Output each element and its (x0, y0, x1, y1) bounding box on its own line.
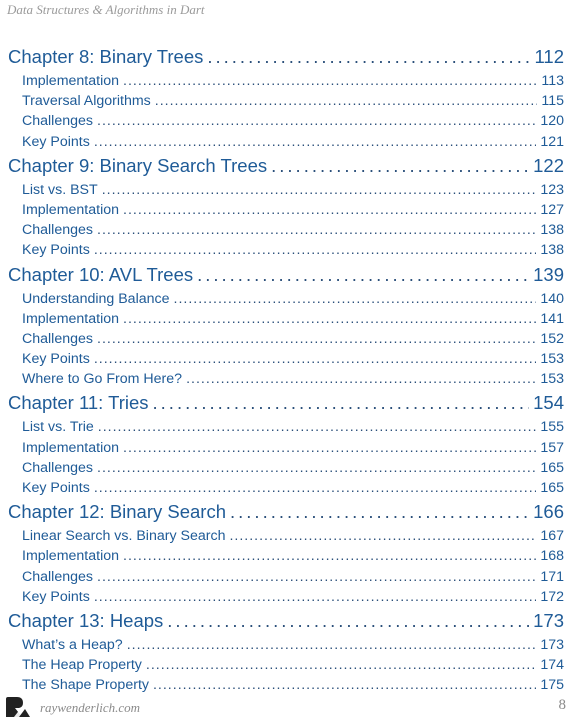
toc-section-entry[interactable] (8, 567, 564, 587)
toc-entry-title: Implementation (22, 548, 119, 565)
toc-entry-page: 174 (540, 657, 564, 674)
toc-entry-page: 120 (540, 113, 564, 130)
toc-entry-page: 172 (540, 588, 564, 605)
toc-chapter-entry[interactable] (8, 43, 564, 71)
toc-entry-title: Implementation (22, 201, 119, 218)
toc-entry-title: Challenges (22, 330, 93, 347)
dot-leader (186, 369, 536, 389)
toc-section-entry[interactable] (8, 349, 564, 369)
dot-leader (230, 498, 529, 526)
toc-entry-page: 154 (533, 392, 564, 414)
toc-entry-title: Chapter 8: Binary Trees (8, 46, 204, 67)
toc-entry-title: Challenges (22, 222, 93, 239)
toc-section-entry[interactable] (8, 478, 564, 498)
toc-entry-title: Where to Go From Here? (22, 371, 183, 388)
toc-entry-title: Key Points (22, 133, 90, 150)
toc-chapter-entry[interactable] (8, 498, 564, 526)
toc-section-entry[interactable] (8, 526, 564, 546)
toc-entry-title: Implementation (22, 310, 119, 327)
toc-entry-title: Challenges (22, 568, 93, 585)
toc-section-entry[interactable] (8, 91, 564, 111)
toc-entry-title: The Heap Property (22, 657, 142, 674)
toc-entry-page: 171 (540, 568, 564, 585)
toc-section-entry[interactable] (8, 220, 564, 240)
toc-section-entry[interactable] (8, 180, 564, 200)
dot-leader (98, 417, 537, 437)
toc-entry-title: Implementation (22, 439, 119, 456)
toc-entry-title: Chapter 10: AVL Trees (8, 263, 194, 285)
dot-leader (94, 587, 537, 607)
toc-section-entry[interactable] (8, 71, 564, 91)
toc-entry-page: 139 (533, 263, 564, 285)
toc-entry-page: 165 (540, 459, 564, 476)
dot-leader (97, 111, 536, 131)
dot-leader (94, 240, 537, 260)
dot-leader (167, 607, 529, 635)
toc-entry-title: List vs. Trie (22, 419, 94, 436)
dot-leader (94, 132, 537, 152)
toc-section-entry[interactable] (8, 587, 564, 607)
toc-section-entry[interactable] (8, 329, 564, 349)
dot-leader (123, 309, 536, 329)
toc-section-entry[interactable] (8, 369, 564, 389)
toc-section-entry[interactable] (8, 546, 564, 566)
dot-leader (207, 43, 530, 71)
dot-leader (123, 546, 536, 566)
toc-entry-title: Implementation (22, 73, 119, 89)
toc-entry-page: 155 (540, 419, 564, 436)
dot-leader (174, 289, 537, 309)
toc-entry-page: 112 (534, 46, 564, 67)
toc-section-entry[interactable] (8, 655, 564, 675)
toc-entry-page: 173 (533, 609, 564, 631)
toc-entry-title: Chapter 9: Binary Search Trees (8, 154, 268, 176)
toc-entry-page: 152 (540, 330, 564, 347)
table-of-contents (8, 43, 564, 696)
toc-chapter-entry[interactable] (8, 607, 564, 635)
dot-leader (94, 478, 537, 498)
toc-entry-page: 168 (540, 548, 564, 565)
toc-chapter-entry[interactable] (8, 152, 564, 180)
toc-section-entry[interactable] (8, 417, 564, 437)
toc-entry-page: 165 (540, 480, 564, 496)
toc-entry-title: Traversal Algorithms (22, 93, 151, 110)
toc-section-entry[interactable] (8, 309, 564, 329)
running-header: Data Structures & Algorithms in Dart (7, 2, 205, 17)
toc-section-entry[interactable] (8, 289, 564, 309)
toc-entry-page: 167 (540, 528, 564, 545)
toc-section-entry[interactable] (8, 132, 564, 152)
dot-leader (97, 329, 536, 349)
toc-entry-title: Chapter 13: Heaps (8, 609, 164, 631)
toc-entry-page: 127 (540, 201, 564, 218)
toc-section-entry[interactable] (8, 111, 564, 131)
toc-entry-page: 121 (540, 133, 564, 150)
footer-site-name: raywenderlich.com (40, 700, 141, 715)
toc-entry-title: The Shape Property (22, 677, 149, 694)
toc-entry-title: Chapter 12: Binary Search (8, 501, 227, 523)
toc-chapter-entry[interactable] (8, 389, 564, 417)
toc-entry-page: 175 (540, 677, 564, 694)
toc-section-entry[interactable] (8, 635, 564, 655)
toc-chapter-entry[interactable] (8, 261, 564, 289)
toc-entry-page: 138 (540, 242, 564, 259)
dot-leader (102, 180, 537, 200)
dot-leader (123, 438, 536, 458)
dot-leader (146, 655, 536, 675)
toc-entry-page: 138 (540, 222, 564, 239)
toc-entry-page: 115 (541, 93, 564, 110)
dot-leader (97, 220, 536, 240)
dot-leader (97, 458, 536, 478)
toc-entry-page: 140 (540, 290, 564, 307)
toc-section-entry[interactable] (8, 200, 564, 220)
toc-entry-page: 123 (540, 181, 564, 198)
toc-section-entry[interactable] (8, 458, 564, 478)
dot-leader (271, 152, 529, 180)
toc-entry-title: What’s a Heap? (22, 636, 123, 653)
toc-entry-page: 173 (540, 636, 564, 653)
toc-entry-title: Key Points (22, 480, 90, 496)
toc-entry-title: Challenges (22, 459, 93, 476)
toc-entry-title: Linear Search vs. Binary Search (22, 528, 226, 545)
toc-entry-title: Understanding Balance (22, 290, 170, 307)
dot-leader (127, 635, 537, 655)
toc-entry-page: 122 (533, 154, 564, 176)
page-number: 8 (558, 697, 566, 713)
dot-leader (155, 91, 538, 111)
dot-leader (123, 200, 536, 220)
dot-leader (153, 389, 530, 417)
toc-entry-page: 153 (540, 351, 564, 368)
toc-section-entry[interactable] (8, 438, 564, 458)
raywenderlich-logo-icon (5, 696, 31, 718)
toc-entry-title: Chapter 11: Tries (8, 392, 149, 414)
toc-entry-title: Key Points (22, 351, 90, 368)
dot-leader (197, 261, 529, 289)
toc-entry-title: Key Points (22, 588, 90, 605)
toc-entry-page: 113 (541, 73, 564, 89)
dot-leader (94, 349, 537, 369)
toc-section-entry[interactable] (8, 240, 564, 260)
page-footer (0, 693, 578, 720)
toc-entry-page: 157 (540, 439, 564, 456)
toc-entry-title: Challenges (22, 113, 93, 130)
toc-entry-page: 153 (540, 371, 564, 388)
dot-leader (97, 567, 536, 587)
toc-entry-page: 166 (533, 501, 564, 523)
toc-entry-page: 141 (540, 310, 564, 327)
dot-leader (123, 71, 537, 91)
dot-leader (229, 526, 536, 546)
toc-entry-title: List vs. BST (22, 181, 98, 198)
toc-entry-title: Key Points (22, 242, 90, 259)
